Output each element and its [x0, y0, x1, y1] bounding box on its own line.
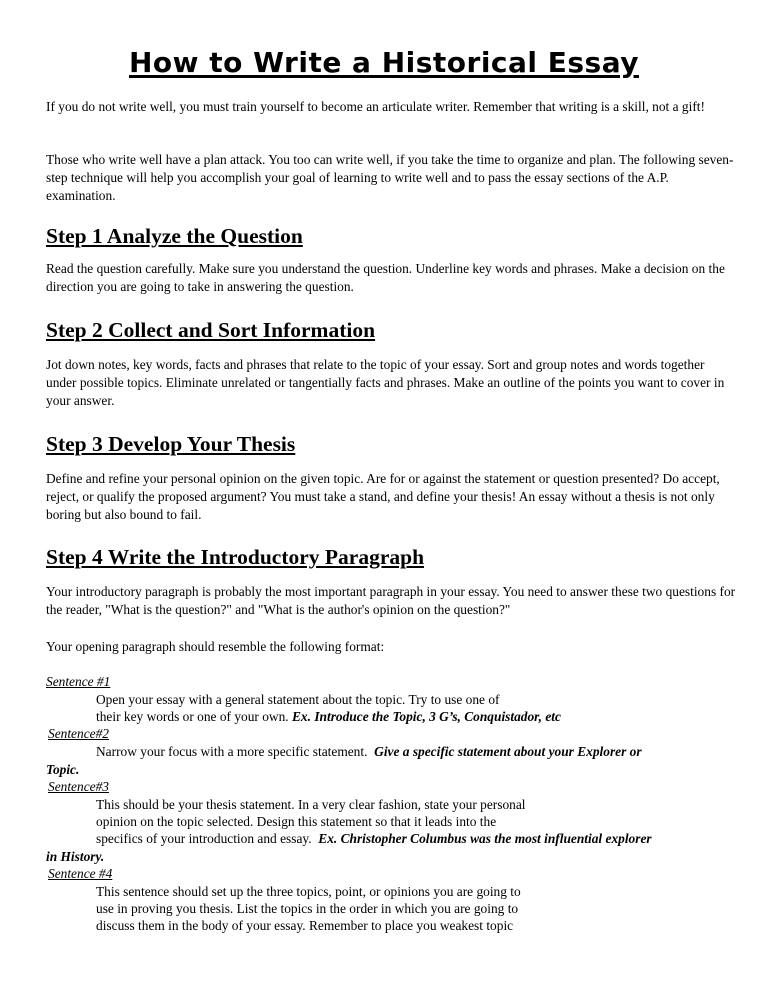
- sentence-1-line-1: Open your essay with a general statement about the topic. Try to use one of: [96, 692, 500, 707]
- sentence-1-line-2: [96, 708, 561, 726]
- intro-paragraph-1: If you do not write well, you must train yourself to become an articulate writer. Remember that writing is a skill, not a gift!: [46, 99, 705, 114]
- sentence-3-line-2: opinion on the topic selected. Design this statement so that it leads into the: [96, 814, 497, 829]
- sentence-3-line-3-text: specifics of your introduction and essay.: [96, 831, 312, 846]
- sentence-2-line-1: [96, 743, 642, 761]
- sentence-2-wrap: Topic.: [46, 762, 80, 777]
- sentence-4-label: Sentence #4: [48, 866, 113, 881]
- step-1-body: Read the question carefully. Make sure you understand the question. Underline key words and phrases. Make a decision on the direction you are going to take in answering the question.: [46, 261, 725, 294]
- sentence-3-label: Sentence#3: [48, 779, 109, 794]
- step-4-body: Your introductory paragraph is probably the most important paragraph in your essay. You need to answer these two questions for the reader, "What is the question?" and "What is the author's opinion on the question?": [46, 584, 736, 617]
- sentence-3-wrap: in History.: [46, 849, 105, 864]
- step-3-heading: Step 3 Develop Your Thesis: [46, 432, 296, 456]
- step-1-heading: Step 1 Analyze the Question: [46, 224, 303, 248]
- sentence-4-line-2: use in proving you thesis. List the topics in the order in which you are going to: [96, 901, 519, 916]
- intro-paragraph-2: Those who write well have a plan attack. You too can write well, if you take the time to organize and plan. The following seven-step technique will help you accomplish your goal of learning to write well and to pass the essay sections of the A.P. examination.: [46, 152, 734, 203]
- sentence-4-line-1: This sentence should set up the three topics, point, or opinions you are going to: [96, 884, 521, 899]
- sentence-4-line-3: discuss them in the body of your essay. Remember to place you weakest topic: [96, 918, 514, 933]
- step-2-heading: Step 2 Collect and Sort Information: [46, 318, 376, 342]
- step-4-heading: Step 4 Write the Introductory Paragraph: [46, 545, 425, 569]
- sentence-3-line-1: This should be your thesis statement. In a very clear fashion, state your personal: [96, 797, 526, 812]
- sentence-1-label: Sentence #1: [46, 674, 111, 689]
- page-title: How to Write a Historical Essay: [128, 46, 640, 79]
- sentence-1-line-2-text: their key words or one of your own.: [96, 709, 289, 724]
- sentence-2-example: Give a specific statement about your Explorer or: [374, 744, 642, 759]
- sentence-1-example: Ex. Introduce the Topic, 3 G’s, Conquistador, etc: [292, 709, 561, 724]
- sentence-2-label: Sentence#2: [48, 726, 109, 741]
- step-2-body: Jot down notes, key words, facts and phrases that relate to the topic of your essay. Sort and group notes and words together under possible topics. Eliminate unrelated or tangentially facts and phrases. Make an outline of the points you want to cover in your answer.: [46, 357, 725, 408]
- sentence-3-example: Ex. Christopher Columbus was the most influential explorer: [318, 831, 652, 846]
- step-3-body: Define and refine your personal opinion on the given topic. Are for or against the statement or question presented? Do accept, reject, or qualify the proposed argument? You must take a stand, and define your thesis! An essay without a thesis is not only boring but also bound to fail.: [46, 471, 720, 522]
- step-4-format-note: Your opening paragraph should resemble the following format:: [46, 639, 385, 654]
- sentence-3-line-3: [96, 830, 652, 848]
- sentence-2-line-1-text: Narrow your focus with a more specific statement.: [96, 744, 368, 759]
